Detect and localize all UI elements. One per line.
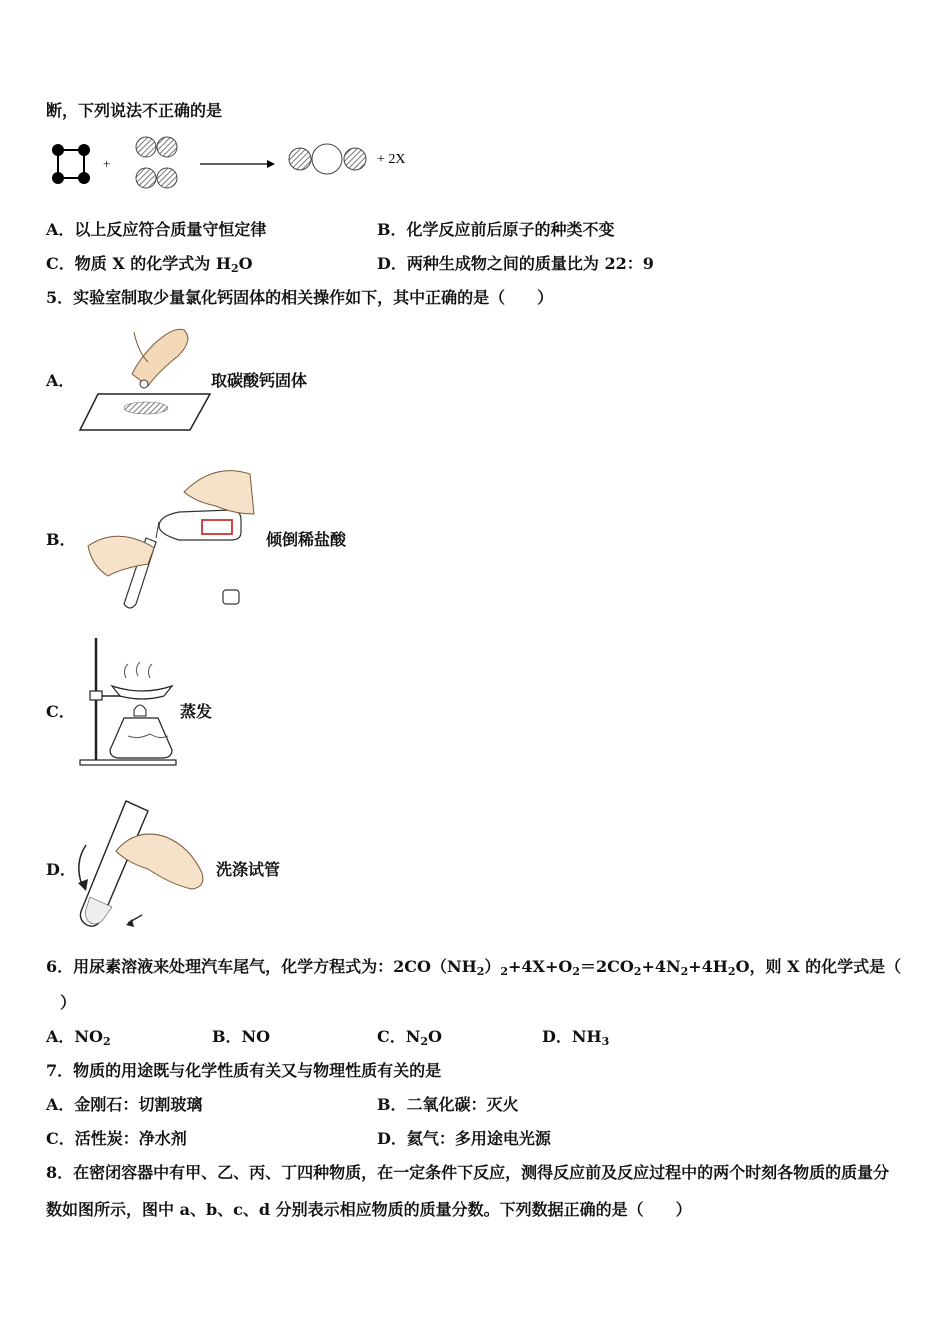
q5-option-a-caption: 取碳酸钙固体 [211, 371, 308, 390]
q4-option-b: B．化学反应前后原子的种类不变 [377, 220, 615, 239]
q5-option-b-letter: B． [46, 530, 76, 549]
pouring-acid-illustration [84, 460, 259, 610]
q7-option-d: D．氦气：多用途电光源 [377, 1129, 551, 1148]
q8-stem-line1: 8．在密闭容器中有甲、乙、丙、丁四种物质，在一定条件下反应，测得反应前及反应过程中的两个时刻各物质的质量分 [46, 1163, 890, 1182]
q5-option-d-letter: D． [46, 860, 76, 879]
q5-stem: 5．实验室制取少量氯化钙固体的相关操作如下，其中正确的是（ ） [46, 288, 554, 307]
q6-option-d: D．$NH_3$ [542, 1027, 610, 1048]
q7-option-c: C．活性炭：净水剂 [46, 1129, 187, 1148]
q4-option-c: C．物质 X 的化学式为 $H_2O$ [46, 254, 253, 275]
q5-option-b-caption: 倾倒稀盐酸 [266, 530, 347, 549]
reactant-molecule-2 [136, 137, 177, 188]
taking-solid-illustration [78, 326, 213, 436]
q7-stem: 7．物质的用途既与化学性质有关又与物理性质有关的是 [46, 1061, 442, 1080]
plus-sign-1: + [103, 156, 111, 171]
q4-stem-tail: 断，下列说法不正确的是 [46, 101, 223, 120]
q5-option-c-letter: C． [46, 702, 75, 721]
q6-stem: 6．用尿素溶液来处理汽车尾气，化学方程式为：$2CO(NH_2)_2+4X+O_2=2CO_2+4N_2+4H_2O$，则 X 的化学式是（ [46, 957, 902, 978]
q6-stem-line2: ） [60, 993, 77, 1012]
reactant-molecule-1 [52, 144, 90, 184]
evaporation-illustration [78, 636, 178, 766]
washing-tube-illustration [76, 797, 208, 932]
q5-option-a-letter: A． [46, 371, 75, 390]
q7-option-a: A．金刚石：切割玻璃 [46, 1095, 203, 1114]
q6-option-c: C．$N_2O$ [377, 1027, 442, 1048]
q7-option-b: B．二氧化碳：灭火 [377, 1095, 519, 1114]
reaction-diagram [45, 132, 425, 197]
q8-stem-line2: 数如图所示，图中 a、b、c、d 分别表示相应物质的质量分数。下列数据正确的是（ ） [46, 1200, 692, 1219]
q6-option-b: B．NO [212, 1027, 271, 1046]
q6-option-a: A．$NO_2$ [46, 1027, 111, 1048]
plus-2x: + 2X [377, 152, 406, 167]
q4-option-a: A．以上反应符合质量守恒定律 [46, 220, 267, 239]
q5-option-d-caption: 洗涤试管 [216, 860, 281, 879]
q4-option-d: D．两种生成物之间的质量比为 22：9 [377, 254, 654, 273]
q5-option-c-caption: 蒸发 [180, 702, 213, 721]
product-molecule [289, 144, 366, 174]
